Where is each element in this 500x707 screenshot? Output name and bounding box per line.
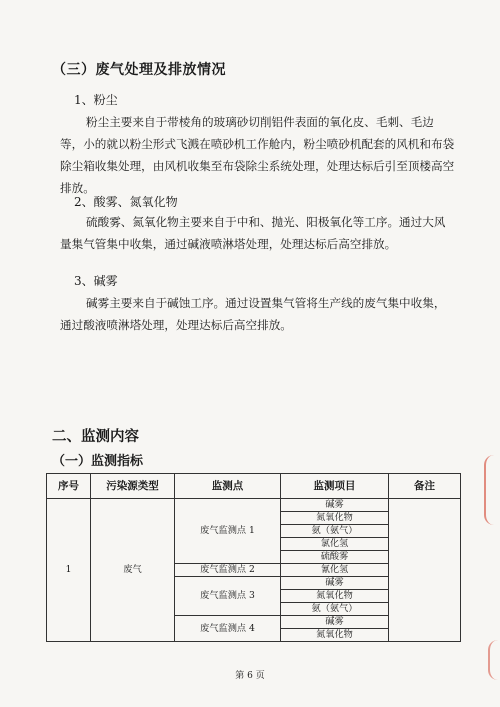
item-heading-dust: 1、粉尘: [74, 93, 118, 107]
cell-item: 氮氧化物: [281, 629, 389, 642]
table-header-row: [47, 474, 461, 499]
cell-point-3: 废气监测点 3: [175, 577, 281, 616]
cell-item: 氨（氨气）: [281, 603, 389, 616]
cell-item: 碱雾: [281, 577, 389, 590]
monitoring-table: [46, 473, 461, 642]
paragraph-acid-mist-text: 硫酸雾、氮氧化物主要来自于中和、抛光、阳极氧化等工序。通过大风量集气管集中收集，通过碱液喷淋塔处理，处理达标后高空排放。: [60, 215, 446, 251]
cell-item: 氮氧化物: [281, 590, 389, 603]
seal-stamp-edge-lower: [488, 640, 500, 680]
header-monitoring-point: 监测点: [175, 474, 281, 499]
cell-serial: 1: [47, 499, 91, 642]
section-heading: （三）废气处理及排放情况: [52, 62, 226, 78]
paragraph-dust-text: 粉尘主要来自于带棱角的玻璃砂切削铝件表面的氧化皮、毛刺、毛边等，小的就以粉尘形式飞溅在喷砂机工作舱内，粉尘喷砂机配套的风机和布袋除尘箱收集处理，由风机收集至布袋除尘系统处理，处理达标后引至顶楼高空排放。: [60, 115, 455, 195]
cell-item: 氰化氢: [281, 564, 389, 577]
paragraph-dust: [60, 111, 455, 199]
item-heading-alkali-mist: 3、碱雾: [74, 274, 118, 288]
cell-item: 氨（氨气）: [281, 525, 389, 538]
paragraph-acid-mist: [60, 211, 455, 255]
header-remarks: 备注: [389, 474, 461, 499]
monitoring-heading: 二、监测内容: [52, 428, 139, 445]
cell-remarks: [389, 499, 461, 642]
item-heading-acid-mist: 2、酸雾、氮氧化物: [74, 195, 178, 209]
cell-point-1: 废气监测点 1: [175, 499, 281, 564]
cell-item: 氮氧化物: [281, 512, 389, 525]
header-serial: 序号: [47, 474, 91, 499]
cell-item: 氯化氢: [281, 538, 389, 551]
cell-point-4: 废气监测点 4: [175, 616, 281, 642]
paragraph-alkali-mist: [60, 292, 455, 336]
paragraph-alkali-mist-text: 碱雾主要来自于碱蚀工序。通过设置集气管将生产线的废气集中收集，通过酸液喷淋塔处理，处理达标后高空排放。: [60, 296, 446, 332]
seal-stamp-edge: [484, 455, 500, 525]
header-source-type: 污染源类型: [91, 474, 175, 499]
cell-source-type: 废气: [91, 499, 175, 642]
header-monitoring-item: 监测项目: [281, 474, 389, 499]
table-row: [47, 499, 461, 512]
cell-item: 碱雾: [281, 499, 389, 512]
cell-item: 硫酸雾: [281, 551, 389, 564]
monitoring-subheading: （一）监测指标: [52, 454, 144, 469]
cell-item: 碱雾: [281, 616, 389, 629]
page-number: 第 6 页: [235, 671, 265, 681]
cell-point-2: 废气监测点 2: [175, 564, 281, 577]
